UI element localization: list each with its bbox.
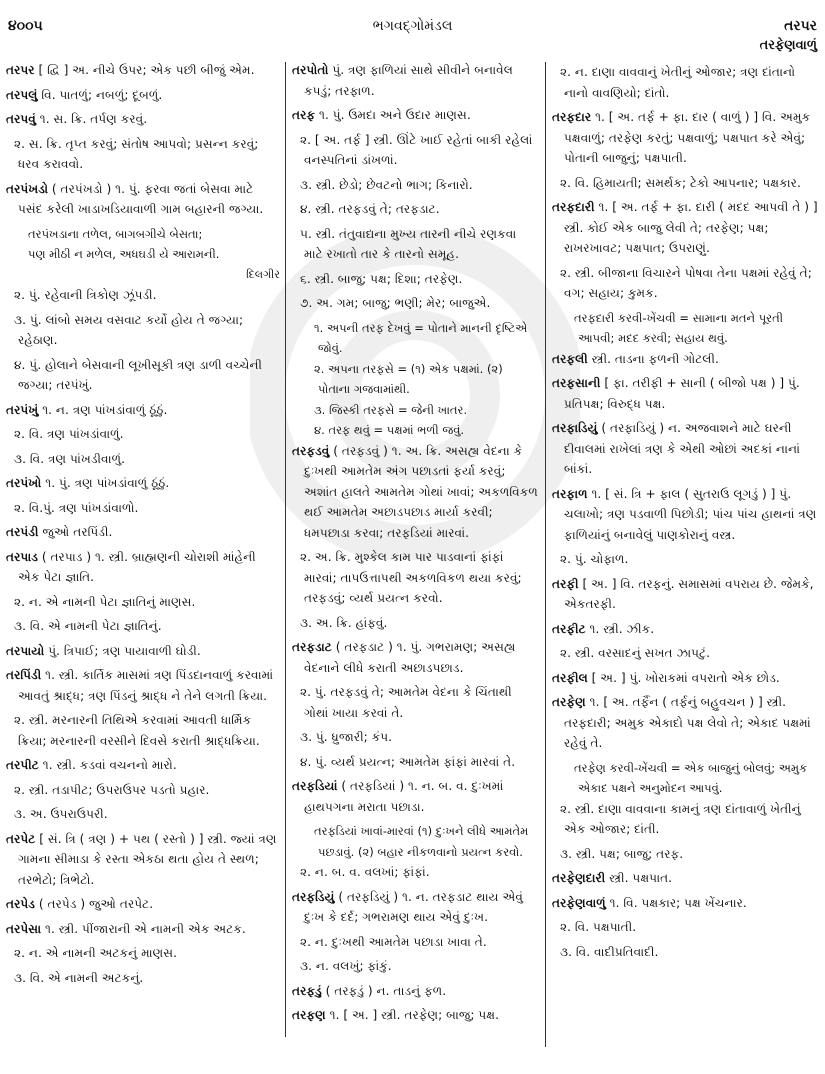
dictionary-entry	[552, 692, 818, 754]
entry-sense	[292, 956, 538, 977]
entry-sense	[6, 943, 280, 964]
dictionary-entry	[292, 441, 538, 544]
guide-word-first: તરપર	[784, 18, 817, 34]
entry-text: ૩. પું. લાંબો સમય વસવાટ કર્યો હોય તે જગ્યા; રહેઠાણ.	[14, 312, 244, 347]
entry-sense	[292, 727, 538, 748]
entry-headword: તરફેણ	[552, 695, 586, 709]
dictionary-entry	[552, 418, 818, 480]
entry-text: ૨. સ્ત્રી. દાણા વાવવાના કામનું ત્રણ દાંતાવાળું ખેતીનું એક ઓજાર; દાંતી.	[560, 801, 801, 836]
entry-sense	[552, 799, 818, 840]
entry-text: વિ. પાતળું; નબળું; દૂબળું.	[41, 87, 163, 102]
entry-usage-example	[552, 758, 818, 799]
entry-sense	[292, 224, 538, 265]
entry-usage-example	[6, 224, 280, 245]
entry-text: ૨. ન. દાણા વાવવાનું ખેતીનું ઓજાર; ત્રણ દાંતાનો નાનો વાવણિયો; દાંતો.	[560, 65, 796, 100]
entry-headword: તરફણ	[292, 1008, 326, 1022]
entry-text: ૩. સ્ત્રી. છેડો; છેવટનો ભાગ; કિનારો.	[300, 177, 473, 192]
entry-text: ૨. [ અ. તર્ફ ] સ્ત્રી. ઊંટે ખાઈ રહેતાં બાકી રહેલાં વનસ્પતિનાં ડાંખળાં.	[300, 132, 533, 167]
entry-headword: તરપેડ	[6, 897, 35, 911]
entry-text: ૩. વિ. એ નામની પેટા જ્ઞાતિનું.	[14, 619, 162, 633]
entry-text: [ દ્વિ ] અ. નીચે ઉપર; એક પછી બીજું એમ.	[38, 63, 255, 77]
entry-sense	[552, 643, 818, 664]
dictionary-entry	[6, 894, 280, 915]
dictionary-entry	[292, 1005, 538, 1026]
entry-sense	[292, 130, 538, 171]
dictionary-entry	[552, 484, 818, 546]
entry-usage-example	[292, 821, 538, 862]
entry-text: પણ મીઠી ન મળેલ, અધઘડી યે આરામની.	[28, 247, 220, 261]
entry-text: ૨. વિ. પક્ષપાતી.	[560, 920, 637, 934]
page-number: ૪૦૦૫	[8, 18, 43, 34]
entry-text: ૫. સ્ત્રી. તંતુવાદ્યના મુખ્ય તારની નીચે રણકવા માટે રખાતો તાર કે તારનો સમૂહ.	[300, 226, 517, 261]
guide-word-last: તરફેણવાળું	[759, 38, 817, 53]
dictionary-entry	[552, 619, 818, 640]
entry-text: ૨. અપના તરફસે = (૧) એક પક્ષમાં. (૨) પોતાના ગજવામાંથી.	[314, 361, 503, 396]
entry-usage-example	[292, 420, 538, 441]
entry-text: પું. ત્રણ ફાળિયાં સાથે સીવીને બનાવેલ કપડું; તરફાળ.	[304, 63, 513, 98]
entry-text: ૨. સ્ત્રી. તડાપીટ; ઉપરાઉપર પડતો પ્રહાર.	[14, 782, 210, 797]
entry-headword: તરપંખડો	[6, 181, 49, 196]
dictionary-entry	[552, 574, 818, 615]
dictionary-entry	[552, 893, 818, 914]
entry-text: ૧. પું. ત્રણ પાંખડાંવાળું ઠૂંઠું.	[45, 476, 170, 490]
entry-text: ( તરપાડ ) ૧. સ્ત્રી. બ્રાહ્મણની ચોરાશી માંહેની એક પેટા જ્ઞાતિ.	[18, 549, 256, 584]
entry-sense	[552, 263, 818, 304]
entry-text: ૩. અ. ઉપરાઉપરી.	[14, 807, 108, 821]
entry-text: ( તરફડવું ) ૧. અ. ક્રિ. અસહ્ય વેદના કે દુઃખથી આમતેમ અંગ પછાડતાં ફર્યા કરવું; અશાંત હાલતે આમતેમ ગોથાં ખાવાં; અકળવિકળ થઈ આમતેમ અછાડપછાડ માર્યા કરવી; ધમપછાડા કરવા; તરફડિયાં મારવાં.	[304, 443, 538, 540]
entry-text: ૧. વિ. પક્ષકાર; પક્ષ ખેંચનાર.	[609, 895, 747, 910]
entry-text: [ સં. ત્રિ ( ત્રણ ) + પથ ( રસ્તો ) ] સ્ત્રી. જ્યાં ત્રણ ગામના સીમાડા કે રસ્તા એકઠા થતા હોય તે સ્થળ; તરભેટો; ત્રિભેટો.	[18, 831, 277, 887]
entry-text: ૩. ન. વલખું; ફાંકું.	[300, 959, 392, 973]
dictionary-entry	[552, 373, 818, 414]
column-divider	[545, 62, 546, 1047]
dictionary-entry	[552, 107, 818, 169]
entry-sense	[6, 498, 280, 519]
entry-headword: તરપાયો	[6, 643, 45, 658]
entry-text: ૨. ન. એ નામની પેટા જ્ઞાતિનું માણસ.	[14, 594, 196, 609]
entry-text: પું. ત્રિપાઈ; ત્રણ પાયાવાળી ઘોડી.	[48, 643, 201, 658]
dictionary-entry	[6, 829, 280, 891]
dictionary-entry	[292, 776, 538, 817]
entry-text: ૨. વિ.પું. ત્રણ પાંખડાંવાળો.	[14, 500, 139, 515]
entry-text: ૨. ન. એ નામની અટકનું માણસ.	[14, 946, 178, 960]
entry-sense	[552, 62, 818, 103]
entry-text: ( તરફડિયું ) ૧. ન. તરફડાટ થાય એવું દુઃખ કે દર્દ; ગભરામણ થાય એવું દુઃખ.	[304, 889, 523, 924]
dictionary-entry	[292, 887, 538, 928]
entry-text: ૪. પું. હોલાને બેસવાની લૂખીસૂકી ત્રણ ડાળી વચ્ચેની જગ્યા; તરપંખું.	[14, 357, 263, 392]
entry-usage-example	[292, 400, 538, 421]
entry-text: ૨. અ. ક્રિ. મુશ્કેલ કામ પાર પાડવાનાં ફાંફાં મારવાં; તાપઉત્તાપથી અકળવિકળ થયા કરવું; તરફડવું; વ્યર્થ પ્રયત્ન કરવો.	[300, 550, 522, 605]
dictionary-entry	[6, 755, 280, 776]
entry-text: ૨. સ્ત્રી. મરનારની તિથિએ કરવામાં આવતી ધાર્મિક ક્રિયા; મરનારની વરસીને દિવસે કરાતી શ્રાદ્ધક્રિયા.	[14, 713, 260, 748]
entry-sense	[6, 968, 280, 989]
entry-text: ૧. [ સં. ત્રિ + ફાલ ( સુતરાઉ લૂગડું ) ] પું. ચલાખો; ત્રણ પડવાળી પિછોડી; પાંચ પાંચ હાથનાં ત્રણ ફાળિયાંનું બનાવેલું પાણકોરાનું વસ્ત્ર.	[564, 486, 817, 542]
entry-text: તરફેણ કરવી-ખેંચવી = એક બાજુનું બોલવું; અમુક એકાદ પક્ષને અનુમોદન આપવું.	[574, 760, 808, 795]
entry-sense	[292, 862, 538, 883]
entry-headword: તરફસાની	[552, 376, 601, 390]
entry-text: ૪. તરફ થવું = પક્ષમાં ભળી જવું.	[314, 423, 465, 437]
entry-sense	[6, 780, 280, 801]
entry-text: સ્ત્રી. પક્ષપાત.	[609, 871, 673, 885]
entry-sense	[292, 932, 538, 953]
entry-text: ૧. સ્ત્રી. કડવાં વચનનો મારો.	[42, 758, 177, 772]
entry-text: ૨. ન. બ. વ. વલખાં; ફાંફાં.	[300, 865, 430, 879]
entry-text: ૩. અ. ક્રિ. હાંફવું.	[300, 615, 388, 630]
entry-text: ૨. પું. ચોફાળ.	[560, 552, 629, 566]
dictionary-entry	[6, 85, 280, 106]
entry-text: ૨. પું. તરફડવું તે; આમતેમ વેદના કે ચિંતાથી ગોથાં ખાયા કરવાં તે.	[300, 685, 512, 720]
entry-text: ૨. સ્ત્રી. બીજાના વિચારને પોષવા તેના પક્ષમાં રહેવું તે; વગ; સહાય; કુમક.	[560, 265, 812, 300]
entry-headword: તરફડાટ	[292, 640, 332, 654]
entry-text: [ અ. ] પું. ખોરાકમાં વપરાતો એક છોડ.	[591, 670, 780, 685]
entry-text: ( તરફડાટ ) ૧. પું. ગભરામણ; અસહ્ય વેદનાને લીધે કરાતી અછાડપછાડ.	[304, 640, 516, 675]
entry-text: ૧. સ્ત્રી. પીંજારાની એ નામની એક અટક.	[45, 921, 246, 936]
entry-sense	[292, 293, 538, 314]
entry-text: દિલગીર	[246, 267, 280, 281]
entry-text: ૩. પું. ધ્રુજારી; કંપ.	[300, 730, 393, 744]
entry-text: ૧. [ અ. તર્ફ + ફા. દારી ( મદદ આપવી તે ) ] સ્ત્રી. કોઈ એક બાજુ લેવી તે; તરફેણ; પક્ષ; રાખરખાવટ; પક્ષપાત; ઉપરાણું.	[564, 200, 818, 255]
entry-sense	[552, 844, 818, 865]
entry-sense	[292, 613, 538, 634]
entry-headword: તરફડું	[292, 983, 322, 998]
entry-text: ૧. સ્ત્રી. ઝીક.	[589, 621, 655, 636]
entry-text: ( તરફડું ) ન. તાડનું ફળ.	[325, 983, 447, 998]
entry-headword: તરફાડિયું	[552, 421, 598, 435]
entry-text: તરફદારી કરવી-ખેંચવી = સામાના મતને પૂરતી આપવી; મદદ કરવી; સહાય થવું.	[574, 310, 784, 345]
entry-text: [ ફા. તરીફી + સાની ( બીજો પક્ષ ) ] પું. પ્રતિપક્ષ; વિરુદ્ધ પક્ષ.	[564, 376, 800, 411]
entry-headword: તરફાળ	[552, 486, 588, 501]
entry-text: ૩. વિ. એ નામની અટકનું.	[14, 970, 144, 985]
entry-text: ૧. ન. ત્રણ પાંખડાંવાળું ઠૂંઠું.	[42, 402, 168, 417]
entry-text: ૨. સ. ક્રિ. તૃપ્ત કરવું; સંતોષ આપવો; પ્રસન્ન કરવું; ધરવ કરાવવો.	[14, 136, 259, 171]
entry-text: ( તરપેડ ) જુઓ તરપેટ.	[38, 897, 154, 911]
column-3	[552, 62, 818, 966]
dictionary-entry	[292, 105, 538, 126]
entry-headword: તરફેણદારી	[552, 871, 606, 885]
entry-text: જુઓ તરપિંડી.	[42, 525, 113, 539]
entry-text: ૪. સ્ત્રી. તરફડવું તે; તરફડાટ.	[300, 202, 440, 216]
entry-sense	[552, 549, 818, 570]
dictionary-entry	[6, 665, 280, 706]
entry-sense	[292, 269, 538, 290]
entry-sense	[6, 285, 280, 306]
entry-headword: તરપેસા	[6, 921, 42, 936]
dictionary-entry	[552, 349, 818, 370]
entry-usage-example	[292, 318, 538, 359]
dictionary-entry	[6, 919, 280, 940]
entry-headword: તરફડવું	[292, 443, 330, 458]
entry-text: ૧. અપની તરફ દેખવું = પોતાને માનની દૃષ્ટિએ જોવું.	[314, 320, 528, 355]
column-2	[292, 60, 538, 1030]
entry-headword: તરપર	[6, 63, 35, 77]
entry-sense	[6, 134, 280, 175]
entry-text: ( તરપંખડો ) ૧. પું. ફરવા જતાં બેસવા માટે પસંદ કરેલી ખાડાખડિયાવાળી ગામ બહારની જગ્યા.	[18, 181, 264, 216]
entry-headword: તરફડિયું	[292, 889, 335, 904]
entry-usage-example	[292, 359, 538, 400]
entry-sense	[292, 752, 538, 773]
entry-headword: તરપંખું	[6, 402, 39, 417]
dictionary-entry	[6, 400, 280, 421]
entry-text: ૧. સ. ક્રિ. તર્પણ કરવું.	[39, 112, 148, 126]
entry-text: ૧. પું. ઉમદા અને ઉદાર માણસ.	[318, 108, 471, 122]
entry-text: ( તરફાડિયું ) ન. અજવાશને માટે ઘરની દીવાલમાં રાખેલાં ત્રણ કે એથી ઓછાં અદકાં નાનાં બાંકાં.	[564, 421, 801, 476]
dictionary-entry	[552, 668, 818, 689]
entry-text: ૧. [ અ. તર્ફ + ફા. દાર ( વાળું ) ] વિ. અમુક પક્ષવાળું; તરફેણ કરતું; પક્ષવાળું; પક્ષપાત કરે એવું; પોતાની બાજુનું; પક્ષપાતી.	[564, 110, 811, 165]
book-title: ભગવદ્ગોમંડલ	[372, 18, 453, 34]
entry-headword: તરપીટ	[6, 758, 39, 772]
column-divider	[285, 62, 286, 1037]
quote-attribution	[6, 265, 280, 286]
entry-text: ૭. અ. ગમ; બાજુ; ભણી; મેર; બાજુએ.	[300, 296, 491, 310]
entry-text: ૨. સ્ત્રી. વરસાદનું સખત ઝાપટું.	[560, 646, 710, 660]
entry-sense	[6, 592, 280, 613]
dictionary-entry	[292, 60, 538, 101]
entry-headword: તરપિંડી	[6, 668, 42, 682]
entry-text: ૩. વિ. વાદીપ્રતિવાદી.	[560, 944, 659, 959]
entry-sense	[6, 424, 280, 445]
dictionary-entry	[6, 547, 280, 588]
entry-sense	[552, 917, 818, 938]
dictionary-entry	[292, 637, 538, 678]
entry-headword: તરફી	[552, 576, 579, 591]
entry-sense	[292, 682, 538, 723]
entry-headword: તરપલું	[6, 87, 38, 102]
entry-text: ૨. વિ. હિમાયતી; સમર્થક; ટેકો આપનાર; પક્ષકાર.	[560, 175, 801, 190]
entry-text: તરફડિયાં ખાવાં-મારવાં (૧) દુઃખને લીધે આમતેમ પછડાવું. (૨) બહાર નીકળવાનો પ્રયત્ન કરવો.	[314, 824, 529, 859]
entry-sense	[6, 616, 280, 637]
entry-text: ૨. પું. રહેવાની ત્રિકોણ ઝૂંપડી.	[14, 288, 157, 302]
dictionary-entry	[292, 981, 538, 1002]
entry-headword: તરપવું	[6, 112, 36, 126]
column-1	[6, 60, 280, 992]
entry-sense	[552, 173, 818, 194]
entry-text: સ્ત્રી. તાડના ફળની ગોટલી.	[591, 351, 719, 366]
entry-headword: તરફીલ	[552, 670, 588, 685]
entry-text: ૨. ન. દુઃખથી આમતેમ પછાડા ખાવા તે.	[300, 934, 487, 949]
dictionary-entry	[552, 197, 818, 259]
entry-headword: તરફીટ	[552, 621, 586, 636]
entry-sense	[292, 547, 538, 609]
dictionary-entry	[6, 60, 280, 81]
entry-sense	[292, 199, 538, 220]
entry-headword: તરપોતો	[292, 63, 329, 77]
dictionary-entry	[6, 179, 280, 220]
entry-text: [ અ. ] વિ. તરફનું. સમાસમાં વપરાય છે. જેમકે, એકતરફી.	[564, 576, 814, 611]
dictionary-entry	[6, 109, 280, 130]
entry-headword: તરફડિયાં	[292, 779, 338, 793]
entry-headword: તરપાડ	[6, 549, 38, 564]
entry-text: ૨. વિ. ત્રણ પાંખડાંવાળું.	[14, 427, 124, 441]
entry-text: તરપંખડાના તળેલ, બાગબગીચે બેસતા;	[28, 226, 203, 241]
entry-sense	[6, 449, 280, 470]
entry-text: ૬. સ્ત્રી. બાજુ; પક્ષ; દિશા; તરફેણ.	[300, 271, 463, 286]
entry-sense	[552, 942, 818, 963]
entry-text: ૩. વિ. ત્રણ પાંખડીવાળું.	[14, 451, 126, 466]
entry-sense	[6, 804, 280, 825]
dictionary-entry	[6, 641, 280, 662]
entry-usage-example	[552, 308, 818, 349]
entry-text: ( તરફડિયાં ) ૧. ન. બ. વ. દુઃખમાં હાથપગના મરાતા પછાડા.	[304, 779, 504, 814]
entry-headword: તરફ	[292, 108, 316, 122]
entry-headword: તરપેટ	[6, 831, 36, 846]
entry-text: ૪. પું. વ્યર્થ પ્રયત્ન; આમતેમ ફાંફાં મારવાં તે.	[300, 754, 516, 769]
dictionary-entry	[6, 473, 280, 494]
entry-headword: તરફદારી	[552, 200, 595, 214]
dictionary-entry	[6, 522, 280, 543]
entry-headword: તરપંખો	[6, 476, 42, 490]
entry-text: ૩. જિસ્કી તરફસે = જેની ખાતર.	[314, 402, 468, 417]
entry-text: ૧. [ અ. ] સ્ત્રી. તરફેણ; બાજુ; પક્ષ.	[329, 1008, 500, 1022]
entry-sense	[292, 175, 538, 196]
entry-sense	[6, 710, 280, 751]
entry-text: ૧. સ્ત્રી. કાર્તિક માસમાં ત્રણ પિંડદાનવાળું કરવામાં આવતું શ્રાદ્ધ; ત્રણ પિંડનું શ્રાદ્ધ ને તેને લગતી ક્રિયા.	[18, 668, 274, 703]
entry-sense	[6, 355, 280, 396]
entry-headword: તરફેણવાળું	[552, 895, 606, 910]
entry-sense	[6, 310, 280, 351]
entry-usage-example	[6, 244, 280, 265]
entry-text: ૩. સ્ત્રી. પક્ષ; બાજુ; તરફ.	[560, 846, 684, 861]
dictionary-entry	[552, 868, 818, 889]
entry-headword: તરપંડી	[6, 525, 39, 539]
entry-headword: તરફદાર	[552, 110, 592, 124]
entry-headword: તરફલી	[552, 351, 588, 366]
entry-text: ૧. [ અ. તર્ફૈન ( તર્ફનું બહુવચન ) ] સ્ત્રી. તરફદારી; અમુક એકાદો પક્ષ લેવો તે; એકાદ પક્ષમાં રહેવું તે.	[564, 695, 811, 750]
